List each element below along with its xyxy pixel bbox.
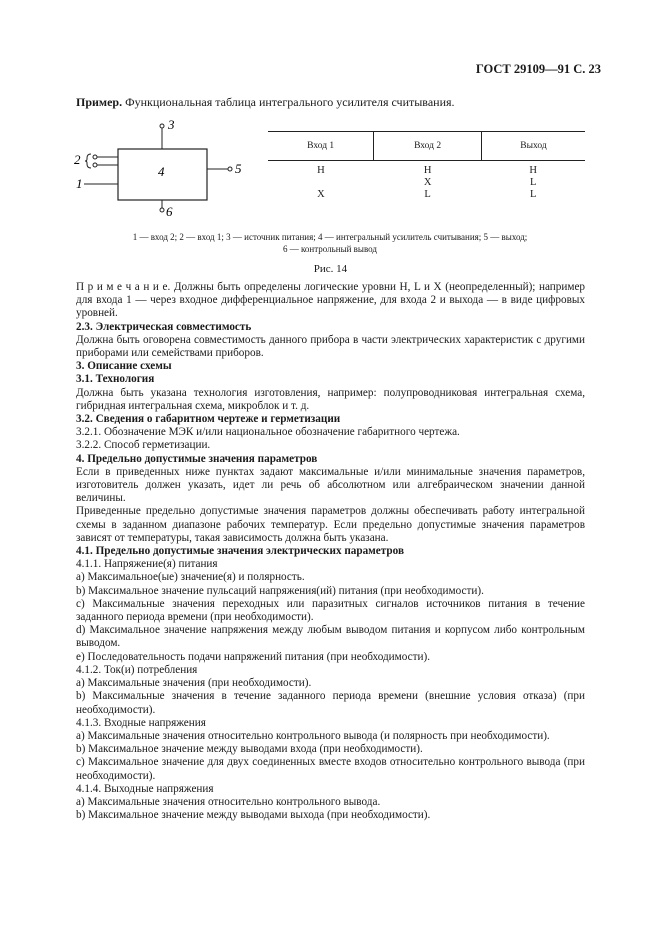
pin-left-upper-b-terminal [93, 163, 97, 167]
paragraph: Если в приведенных ниже пунктах задают максимальные и/или минимальные значения параметров, изготовитель должен указать, идет ли речь об абсолютном или алгебраическом значении данной величины. [76, 465, 585, 505]
pin-label-right: 5 [235, 161, 242, 176]
paragraph: b) Максимальные значения в течение заданного периода времени (внешние условия отказа) (при необходимости). [76, 690, 585, 716]
table-header: Выход [481, 132, 585, 161]
paragraph: a) Максимальное(ые) значение(я) и полярность. [76, 571, 305, 584]
paragraph: 4.1.4. Выходные напряжения [76, 782, 214, 795]
section-heading: 2.3. Электрическая совместимость [76, 320, 252, 333]
paragraph: c) Максимальное значение для двух соединенных вместе входов относительно контрольного вывода (при необходимости). [76, 756, 585, 782]
pin-label-top: 3 [168, 117, 175, 132]
legend-line: 1 — вход 2; 2 — вход 1; 3 — источник питания; 4 — интегральный усилитель считывания; 5 — выход; [132, 232, 528, 242]
paragraph: a) Максимальные значения относительно контрольного вывода (и полярность при необходимости). [76, 729, 550, 742]
table-header: Вход 2 [374, 132, 482, 161]
pin-label-left-lower: 1 [76, 176, 83, 191]
paragraph: c) Максимальные значения переходных или паразитных сигналов источников питания в течение заданного периода времени (при необходимости). [76, 597, 585, 624]
section-heading: 4. Предельно допустимые значения параметров [76, 452, 318, 465]
paragraph: 3.2.1. Обозначение МЭК и/или национальное обозначение габаритного чертежа. [76, 426, 460, 439]
table-cell [268, 177, 374, 189]
example-text: Функциональная таблица интегрального усилителя считывания. [125, 95, 455, 109]
paragraph: a) Максимальные значения относительно контрольного вывода. [76, 795, 381, 808]
paragraph: b) Максимальное значение между выводами входа (при необходимости). [76, 743, 423, 756]
table-cell: H [423, 165, 432, 176]
pin-left-brace [85, 154, 91, 168]
section-heading: 3.2. Сведения о габаритном чертеже и герметизации [76, 413, 341, 426]
paragraph: Приведенные предельно допустимые значения параметров должны обеспечивать работу интегральной схемы в заданном диапазоне рабочих температур. Если предельно допустимые значения параметров зависят от температуры, такая зависимость должна быть указана. [76, 505, 585, 544]
table-cell: L [529, 177, 537, 188]
pin-right-terminal [228, 167, 232, 171]
example-line [76, 95, 455, 110]
table-cell: X [423, 177, 432, 188]
table-cell: H [317, 165, 325, 176]
amplifier-diagram [60, 112, 260, 222]
amplifier-diagram-svg [60, 112, 260, 222]
table-cell: L [529, 189, 537, 200]
pin-top-terminal [160, 124, 164, 128]
section-heading: 3. Описание схемы [76, 360, 172, 373]
paragraph: 3.2.2. Способ герметизации. [76, 439, 211, 452]
truth-table [268, 131, 585, 201]
paragraph: e) Последовательность подачи напряжений питания (при необходимости). [76, 650, 430, 663]
legend-line: 6 — контрольный вывод [283, 244, 377, 254]
example-label: Пример. [76, 95, 123, 109]
table-header: Вход 1 [268, 132, 374, 161]
pin-label-left-upper: 2 [74, 152, 81, 167]
paragraph: Должна быть указана технология изготовления, например: полупроводниковая интегральная схема, гибридная интегральная схема, микроблок и т. д. [76, 386, 585, 412]
pin-left-upper-a-terminal [93, 155, 97, 159]
pin-label-bottom: 6 [166, 204, 173, 219]
paragraph: b) Максимальное значение пульсаций напряжения(ий) питания (при необходимости). [76, 584, 484, 597]
paragraph: Должна быть оговорена совместимость данного прибора в части электрических характеристик с другими приборами или семействами приборов. [76, 333, 585, 360]
section-heading: 4.1. Предельно допустимые значения электрических параметров [76, 545, 404, 558]
paragraph: d) Максимальное значение напряжения между любым выводом питания и корпусом либо контрольным выводом. [76, 624, 585, 650]
paragraph: a) Максимальные значения (при необходимости). [76, 677, 312, 690]
section-heading: 3.1. Технология [76, 373, 155, 386]
page-header: ГОСТ 29109—91 С. 23 [475, 62, 601, 76]
paragraph: 4.1.3. Входные напряжения [76, 716, 206, 729]
body-text [76, 281, 585, 822]
paragraph: b) Максимальное значение между выводами выхода (при необходимости). [76, 809, 431, 822]
block-label: 4 [158, 164, 165, 179]
table-cell: L [424, 189, 431, 200]
paragraph: 4.1.2. Ток(и) потребления [76, 663, 198, 676]
figure-caption: Рис. 14 [313, 263, 348, 275]
table-cell: H [529, 165, 537, 176]
paragraph: П р и м е ч а н и е. Должны быть определены логические уровни H, L и X (неопределенный); например для входа 1 — через входное дифференциальное напряжение, для входа 2 и выхода — в виде цифровых уровней. [76, 281, 585, 320]
paragraph: 4.1.1. Напряжение(я) питания [76, 558, 218, 571]
figure-legend [90, 231, 570, 255]
table-cell: X [317, 189, 325, 200]
pin-bottom-terminal [160, 208, 164, 212]
